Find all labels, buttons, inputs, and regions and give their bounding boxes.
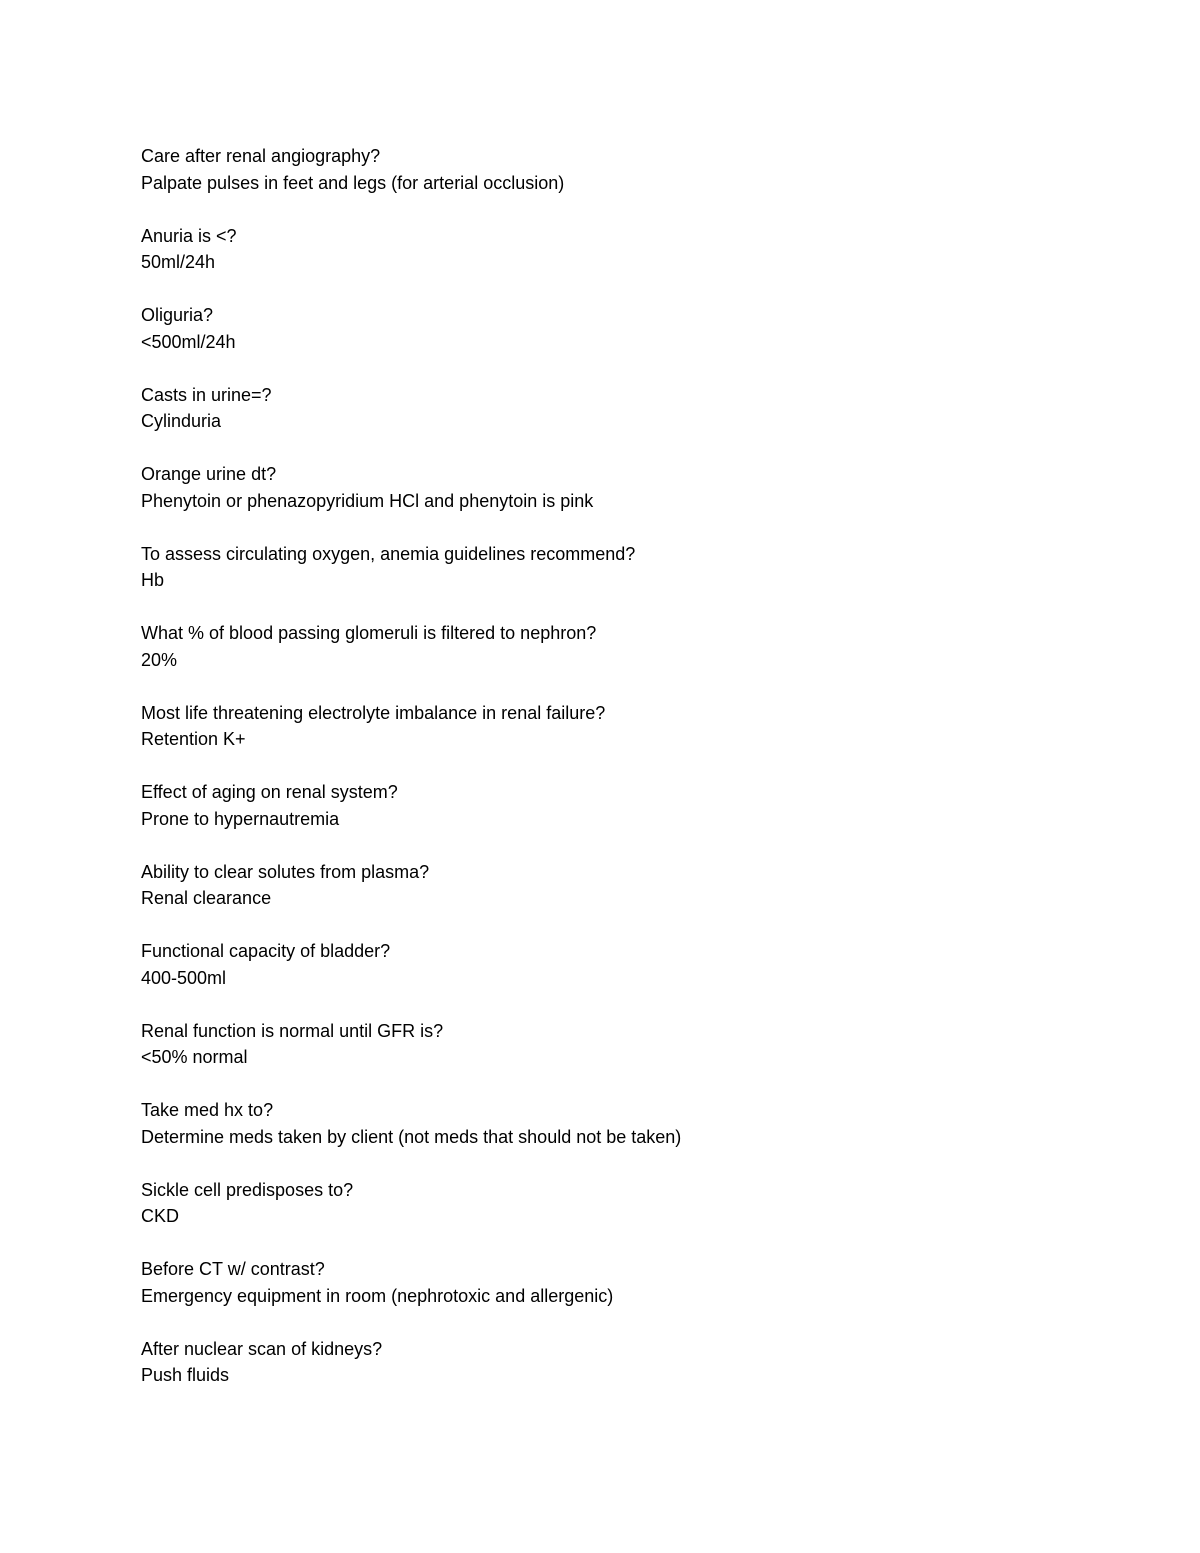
qa-item <box>141 1018 1121 1071</box>
answer-text: Prone to hypernautremia <box>141 808 340 829</box>
question-text: What % of blood passing glomeruli is filtered to nephron? <box>141 623 597 643</box>
qa-item <box>141 779 1121 832</box>
document-page <box>141 143 1121 1415</box>
question-text: To assess circulating oxygen, anemia guidelines recommend? <box>141 543 636 564</box>
question-text: Renal function is normal until GFR is? <box>141 1020 444 1041</box>
qa-item <box>141 541 1121 594</box>
qa-item <box>141 938 1121 991</box>
answer-text: Push fluids <box>141 1365 230 1385</box>
answer-text: 400-500ml <box>141 967 227 988</box>
question-text: Oliguria? <box>141 305 214 325</box>
answer-text: Phenytoin or phenazopyridium HCl and phenytoin is pink <box>141 490 594 511</box>
question-text: Anuria is <? <box>141 225 237 246</box>
qa-item <box>141 223 1121 276</box>
answer-text: Hb <box>141 570 165 590</box>
qa-item <box>141 1256 1121 1309</box>
question-text: Casts in urine=? <box>141 384 272 405</box>
question-text: Before CT w/ contrast? <box>141 1259 325 1279</box>
qa-item <box>141 620 1121 673</box>
qa-item <box>141 1097 1121 1150</box>
answer-text: 50ml/24h <box>141 252 216 272</box>
answer-text: Retention K+ <box>141 729 246 749</box>
answer-text: Determine meds taken by client (not meds that should not be taken) <box>141 1126 682 1147</box>
question-text: Most life threatening electrolyte imbalance in renal failure? <box>141 702 606 723</box>
qa-item <box>141 382 1121 435</box>
answer-text: <50% normal <box>141 1047 248 1067</box>
answer-text: 20% <box>141 649 178 670</box>
question-text: Effect of aging on renal system? <box>141 782 398 802</box>
answer-text: Emergency equipment in room (nephrotoxic and allergenic) <box>141 1285 614 1306</box>
qa-item <box>141 1177 1121 1230</box>
question-text: Orange urine dt? <box>141 464 277 484</box>
answer-text: Renal clearance <box>141 888 272 908</box>
qa-item <box>141 302 1121 355</box>
question-text: Take med hx to? <box>141 1100 274 1120</box>
question-text: Care after renal angiography? <box>141 146 381 166</box>
qa-item <box>141 700 1121 753</box>
question-text: Functional capacity of bladder? <box>141 941 391 961</box>
answer-text: <500ml/24h <box>141 331 236 352</box>
qa-item <box>141 859 1121 912</box>
answer-text: Palpate pulses in feet and legs (for arterial occlusion) <box>141 172 565 193</box>
qa-item <box>141 461 1121 514</box>
question-text: After nuclear scan of kidneys? <box>141 1338 383 1359</box>
question-text: Sickle cell predisposes to? <box>141 1179 354 1200</box>
question-text: Ability to clear solutes from plasma? <box>141 861 430 882</box>
answer-text: CKD <box>141 1206 180 1226</box>
qa-item <box>141 143 1121 196</box>
answer-text: Cylinduria <box>141 411 222 431</box>
qa-item <box>141 1336 1121 1389</box>
